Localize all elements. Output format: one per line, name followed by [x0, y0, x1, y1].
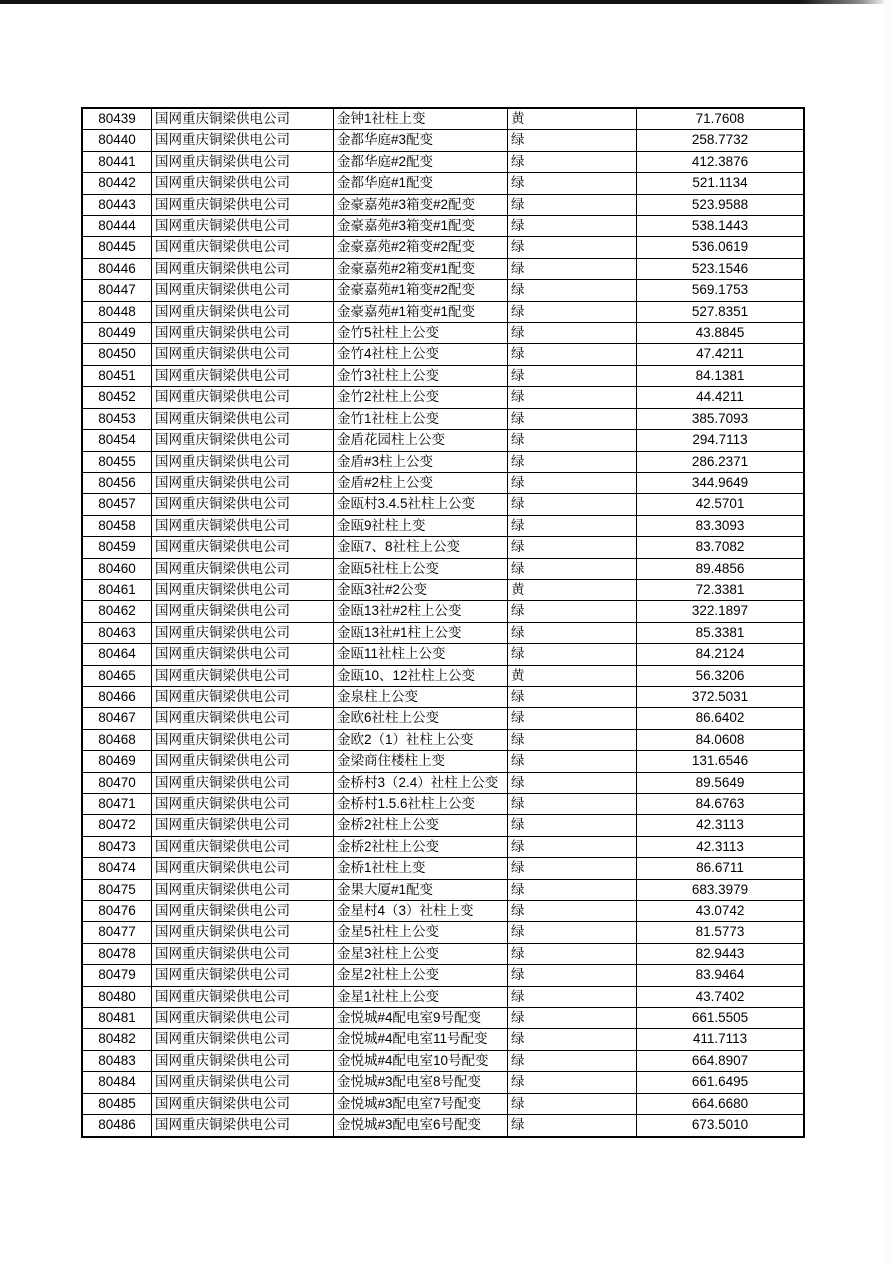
cell-value: 84.2124: [637, 644, 805, 665]
cell-status: 绿: [508, 408, 637, 429]
cell-device-name: 金瓯5社柱上公变: [334, 558, 508, 579]
table-row: [82, 751, 804, 772]
table-row: [82, 108, 804, 130]
cell-company: 国网重庆铜梁供电公司: [152, 258, 334, 279]
table-row: [82, 558, 804, 579]
cell-company: 国网重庆铜梁供电公司: [152, 173, 334, 194]
cell-status: 绿: [508, 601, 637, 622]
cell-value: 664.6680: [637, 1093, 805, 1114]
cell-row-id: 80456: [82, 472, 152, 493]
cell-device-name: 金星村4（3）社柱上变: [334, 901, 508, 922]
cell-company: 国网重庆铜梁供电公司: [152, 408, 334, 429]
cell-company: 国网重庆铜梁供电公司: [152, 301, 334, 322]
cell-row-id: 80445: [82, 237, 152, 258]
cell-company: 国网重庆铜梁供电公司: [152, 601, 334, 622]
cell-device-name: 金桥2社柱上公变: [334, 836, 508, 857]
cell-row-id: 80458: [82, 515, 152, 536]
cell-company: 国网重庆铜梁供电公司: [152, 1093, 334, 1114]
cell-company: 国网重庆铜梁供电公司: [152, 772, 334, 793]
cell-status: 绿: [508, 301, 637, 322]
cell-status: 绿: [508, 943, 637, 964]
cell-company: 国网重庆铜梁供电公司: [152, 879, 334, 900]
cell-value: 344.9649: [637, 472, 805, 493]
cell-device-name: 金都华庭#3配变: [334, 130, 508, 151]
cell-row-id: 80453: [82, 408, 152, 429]
cell-status: 绿: [508, 515, 637, 536]
cell-company: 国网重庆铜梁供电公司: [152, 858, 334, 879]
cell-row-id: 80440: [82, 130, 152, 151]
cell-device-name: 金竹3社柱上公变: [334, 365, 508, 386]
cell-row-id: 80457: [82, 494, 152, 515]
cell-status: 绿: [508, 772, 637, 793]
cell-row-id: 80446: [82, 258, 152, 279]
cell-device-name: 金瓯9社柱上变: [334, 515, 508, 536]
table-row: [82, 708, 804, 729]
cell-status: 绿: [508, 1029, 637, 1050]
cell-status: 绿: [508, 1008, 637, 1029]
cell-company: 国网重庆铜梁供电公司: [152, 1072, 334, 1093]
cell-status: 绿: [508, 494, 637, 515]
cell-device-name: 金悦城#3配电室7号配变: [334, 1093, 508, 1114]
cell-value: 538.1443: [637, 216, 805, 237]
table-row: [82, 515, 804, 536]
cell-row-id: 80470: [82, 772, 152, 793]
cell-device-name: 金悦城#3配电室6号配变: [334, 1115, 508, 1137]
table-row: [82, 922, 804, 943]
cell-value: 84.1381: [637, 365, 805, 386]
table-row: [82, 430, 804, 451]
table-row: [82, 794, 804, 815]
cell-row-id: 80474: [82, 858, 152, 879]
cell-device-name: 金瓯村3.4.5社柱上公变: [334, 494, 508, 515]
cell-value: 322.1897: [637, 601, 805, 622]
cell-row-id: 80485: [82, 1093, 152, 1114]
cell-status: 绿: [508, 815, 637, 836]
cell-row-id: 80472: [82, 815, 152, 836]
cell-status: 绿: [508, 836, 637, 857]
table-row: [82, 173, 804, 194]
cell-row-id: 80469: [82, 751, 152, 772]
cell-device-name: 金瓯10、12社柱上公变: [334, 665, 508, 686]
cell-value: 89.5649: [637, 772, 805, 793]
cell-status: 绿: [508, 151, 637, 172]
cell-device-name: 金欧2（1）社柱上公变: [334, 729, 508, 750]
cell-row-id: 80451: [82, 365, 152, 386]
cell-device-name: 金星1社柱上公变: [334, 986, 508, 1007]
table-row: [82, 365, 804, 386]
cell-device-name: 金盾#2柱上公变: [334, 472, 508, 493]
cell-value: 286.2371: [637, 451, 805, 472]
cell-row-id: 80448: [82, 301, 152, 322]
cell-row-id: 80444: [82, 216, 152, 237]
cell-status: 黄: [508, 108, 637, 130]
table-row: [82, 901, 804, 922]
cell-row-id: 80464: [82, 644, 152, 665]
cell-status: 绿: [508, 622, 637, 643]
cell-company: 国网重庆铜梁供电公司: [152, 1029, 334, 1050]
table-row: [82, 451, 804, 472]
cell-value: 258.7732: [637, 130, 805, 151]
cell-company: 国网重庆铜梁供电公司: [152, 751, 334, 772]
cell-row-id: 80450: [82, 344, 152, 365]
cell-value: 83.9464: [637, 965, 805, 986]
cell-company: 国网重庆铜梁供电公司: [152, 515, 334, 536]
cell-device-name: 金豪嘉苑#1箱变#1配变: [334, 301, 508, 322]
cell-device-name: 金悦城#3配电室8号配变: [334, 1072, 508, 1093]
cell-device-name: 金豪嘉苑#3箱变#1配变: [334, 216, 508, 237]
cell-device-name: 金豪嘉苑#3箱变#2配变: [334, 194, 508, 215]
cell-value: 131.6546: [637, 751, 805, 772]
cell-status: 绿: [508, 1072, 637, 1093]
cell-company: 国网重庆铜梁供电公司: [152, 965, 334, 986]
cell-row-id: 80483: [82, 1050, 152, 1071]
cell-company: 国网重庆铜梁供电公司: [152, 451, 334, 472]
cell-company: 国网重庆铜梁供电公司: [152, 365, 334, 386]
cell-status: 绿: [508, 451, 637, 472]
table-row: [82, 1093, 804, 1114]
table-row: [82, 644, 804, 665]
cell-value: 569.1753: [637, 280, 805, 301]
cell-row-id: 80447: [82, 280, 152, 301]
cell-company: 国网重庆铜梁供电公司: [152, 579, 334, 600]
cell-value: 83.7082: [637, 537, 805, 558]
cell-status: 绿: [508, 216, 637, 237]
cell-status: 绿: [508, 344, 637, 365]
cell-status: 绿: [508, 1115, 637, 1137]
cell-value: 42.5701: [637, 494, 805, 515]
cell-value: 56.3206: [637, 665, 805, 686]
cell-value: 661.5505: [637, 1008, 805, 1029]
table-row: [82, 237, 804, 258]
table-row: [82, 216, 804, 237]
cell-company: 国网重庆铜梁供电公司: [152, 815, 334, 836]
cell-company: 国网重庆铜梁供电公司: [152, 130, 334, 151]
cell-row-id: 80454: [82, 430, 152, 451]
table-row: [82, 1072, 804, 1093]
cell-device-name: 金桥1社柱上变: [334, 858, 508, 879]
cell-value: 84.0608: [637, 729, 805, 750]
cell-row-id: 80455: [82, 451, 152, 472]
cell-row-id: 80475: [82, 879, 152, 900]
cell-value: 521.1134: [637, 173, 805, 194]
cell-status: 绿: [508, 751, 637, 772]
cell-status: 绿: [508, 130, 637, 151]
cell-value: 72.3381: [637, 579, 805, 600]
table-row: [82, 1008, 804, 1029]
cell-device-name: 金竹4社柱上公变: [334, 344, 508, 365]
table-row: [82, 858, 804, 879]
cell-row-id: 80441: [82, 151, 152, 172]
cell-device-name: 金星3社柱上公变: [334, 943, 508, 964]
cell-device-name: 金钟1社柱上变: [334, 108, 508, 130]
cell-value: 385.7093: [637, 408, 805, 429]
cell-company: 国网重庆铜梁供电公司: [152, 323, 334, 344]
table-row: [82, 686, 804, 707]
cell-status: 绿: [508, 387, 637, 408]
cell-value: 42.3113: [637, 836, 805, 857]
cell-status: 绿: [508, 879, 637, 900]
cell-company: 国网重庆铜梁供电公司: [152, 644, 334, 665]
cell-company: 国网重庆铜梁供电公司: [152, 558, 334, 579]
cell-status: 绿: [508, 537, 637, 558]
cell-company: 国网重庆铜梁供电公司: [152, 729, 334, 750]
cell-value: 82.9443: [637, 943, 805, 964]
cell-value: 523.9588: [637, 194, 805, 215]
cell-value: 47.4211: [637, 344, 805, 365]
table-row: [82, 879, 804, 900]
cell-value: 411.7113: [637, 1029, 805, 1050]
cell-company: 国网重庆铜梁供电公司: [152, 836, 334, 857]
table-row: [82, 965, 804, 986]
cell-company: 国网重庆铜梁供电公司: [152, 237, 334, 258]
cell-status: 绿: [508, 686, 637, 707]
cell-value: 42.3113: [637, 815, 805, 836]
cell-company: 国网重庆铜梁供电公司: [152, 1050, 334, 1071]
cell-company: 国网重庆铜梁供电公司: [152, 686, 334, 707]
cell-value: 83.3093: [637, 515, 805, 536]
cell-row-id: 80476: [82, 901, 152, 922]
cell-device-name: 金瓯13社#2柱上公变: [334, 601, 508, 622]
cell-status: 绿: [508, 365, 637, 386]
cell-device-name: 金竹1社柱上公变: [334, 408, 508, 429]
table-row: [82, 387, 804, 408]
table-row: [82, 729, 804, 750]
cell-device-name: 金瓯7、8社柱上公变: [334, 537, 508, 558]
cell-row-id: 80462: [82, 601, 152, 622]
cell-value: 683.3979: [637, 879, 805, 900]
cell-row-id: 80443: [82, 194, 152, 215]
cell-status: 绿: [508, 1050, 637, 1071]
cell-status: 绿: [508, 558, 637, 579]
cell-value: 85.3381: [637, 622, 805, 643]
cell-status: 绿: [508, 194, 637, 215]
cell-company: 国网重庆铜梁供电公司: [152, 986, 334, 1007]
table-row: [82, 579, 804, 600]
cell-device-name: 金悦城#4配电室9号配变: [334, 1008, 508, 1029]
data-table: [81, 107, 805, 1138]
cell-company: 国网重庆铜梁供电公司: [152, 943, 334, 964]
cell-status: 绿: [508, 729, 637, 750]
cell-value: 43.0742: [637, 901, 805, 922]
table-row: [82, 408, 804, 429]
cell-status: 绿: [508, 472, 637, 493]
cell-row-id: 80479: [82, 965, 152, 986]
cell-status: 绿: [508, 858, 637, 879]
cell-company: 国网重庆铜梁供电公司: [152, 344, 334, 365]
cell-company: 国网重庆铜梁供电公司: [152, 665, 334, 686]
table-row: [82, 344, 804, 365]
cell-value: 86.6711: [637, 858, 805, 879]
cell-status: 绿: [508, 173, 637, 194]
cell-value: 71.7608: [637, 108, 805, 130]
table-row: [82, 1115, 804, 1137]
cell-device-name: 金都华庭#1配变: [334, 173, 508, 194]
cell-row-id: 80484: [82, 1072, 152, 1093]
cell-device-name: 金星5社柱上公变: [334, 922, 508, 943]
cell-status: 绿: [508, 237, 637, 258]
table-row: [82, 601, 804, 622]
cell-company: 国网重庆铜梁供电公司: [152, 108, 334, 130]
table-row: [82, 494, 804, 515]
cell-status: 绿: [508, 708, 637, 729]
cell-status: 绿: [508, 986, 637, 1007]
cell-device-name: 金星2社柱上公变: [334, 965, 508, 986]
cell-value: 89.4856: [637, 558, 805, 579]
cell-company: 国网重庆铜梁供电公司: [152, 216, 334, 237]
table-row: [82, 986, 804, 1007]
cell-status: 绿: [508, 644, 637, 665]
cell-status: 绿: [508, 280, 637, 301]
cell-device-name: 金梁商住楼柱上变: [334, 751, 508, 772]
table-row: [82, 280, 804, 301]
cell-value: 43.7402: [637, 986, 805, 1007]
cell-value: 523.1546: [637, 258, 805, 279]
cell-device-name: 金豪嘉苑#2箱变#2配变: [334, 237, 508, 258]
cell-status: 绿: [508, 901, 637, 922]
cell-row-id: 80471: [82, 794, 152, 815]
cell-value: 536.0619: [637, 237, 805, 258]
cell-device-name: 金竹5社柱上公变: [334, 323, 508, 344]
cell-company: 国网重庆铜梁供电公司: [152, 280, 334, 301]
cell-value: 86.6402: [637, 708, 805, 729]
table-row: [82, 665, 804, 686]
cell-company: 国网重庆铜梁供电公司: [152, 901, 334, 922]
cell-row-id: 80478: [82, 943, 152, 964]
cell-status: 绿: [508, 965, 637, 986]
cell-company: 国网重庆铜梁供电公司: [152, 494, 334, 515]
cell-device-name: 金豪嘉苑#2箱变#1配变: [334, 258, 508, 279]
cell-device-name: 金悦城#4配电室11号配变: [334, 1029, 508, 1050]
cell-value: 664.8907: [637, 1050, 805, 1071]
cell-company: 国网重庆铜梁供电公司: [152, 1115, 334, 1137]
cell-row-id: 80480: [82, 986, 152, 1007]
cell-value: 81.5773: [637, 922, 805, 943]
cell-value: 44.4211: [637, 387, 805, 408]
cell-row-id: 80481: [82, 1008, 152, 1029]
table-row: [82, 1029, 804, 1050]
cell-device-name: 金盾#3柱上公变: [334, 451, 508, 472]
cell-row-id: 80442: [82, 173, 152, 194]
cell-row-id: 80452: [82, 387, 152, 408]
cell-company: 国网重庆铜梁供电公司: [152, 430, 334, 451]
cell-row-id: 80459: [82, 537, 152, 558]
table-row: [82, 258, 804, 279]
cell-status: 绿: [508, 323, 637, 344]
table-row: [82, 537, 804, 558]
table-row: [82, 943, 804, 964]
cell-row-id: 80482: [82, 1029, 152, 1050]
cell-value: 84.6763: [637, 794, 805, 815]
cell-device-name: 金悦城#4配电室10号配变: [334, 1050, 508, 1071]
cell-row-id: 80460: [82, 558, 152, 579]
cell-value: 673.5010: [637, 1115, 805, 1137]
table-body: [82, 108, 804, 1137]
cell-company: 国网重庆铜梁供电公司: [152, 387, 334, 408]
cell-row-id: 80486: [82, 1115, 152, 1137]
table-row: [82, 622, 804, 643]
cell-device-name: 金盾花园柱上公变: [334, 430, 508, 451]
cell-device-name: 金都华庭#2配变: [334, 151, 508, 172]
cell-status: 黄: [508, 579, 637, 600]
cell-value: 661.6495: [637, 1072, 805, 1093]
cell-device-name: 金桥村1.5.6社柱上公变: [334, 794, 508, 815]
cell-row-id: 80467: [82, 708, 152, 729]
cell-value: 43.8845: [637, 323, 805, 344]
cell-device-name: 金瓯11社柱上公变: [334, 644, 508, 665]
table-row: [82, 130, 804, 151]
table-row: [82, 815, 804, 836]
cell-value: 412.3876: [637, 151, 805, 172]
cell-row-id: 80463: [82, 622, 152, 643]
cell-status: 黄: [508, 665, 637, 686]
cell-row-id: 80477: [82, 922, 152, 943]
cell-company: 国网重庆铜梁供电公司: [152, 472, 334, 493]
table-row: [82, 836, 804, 857]
cell-company: 国网重庆铜梁供电公司: [152, 537, 334, 558]
cell-device-name: 金竹2社柱上公变: [334, 387, 508, 408]
table-row: [82, 194, 804, 215]
cell-company: 国网重庆铜梁供电公司: [152, 794, 334, 815]
cell-value: 372.5031: [637, 686, 805, 707]
cell-status: 绿: [508, 1093, 637, 1114]
cell-company: 国网重庆铜梁供电公司: [152, 1008, 334, 1029]
cell-row-id: 80468: [82, 729, 152, 750]
cell-company: 国网重庆铜梁供电公司: [152, 708, 334, 729]
cell-company: 国网重庆铜梁供电公司: [152, 194, 334, 215]
cell-status: 绿: [508, 922, 637, 943]
cell-company: 国网重庆铜梁供电公司: [152, 922, 334, 943]
cell-device-name: 金欧6社柱上公变: [334, 708, 508, 729]
table-row: [82, 772, 804, 793]
cell-row-id: 80461: [82, 579, 152, 600]
table-row: [82, 472, 804, 493]
cell-row-id: 80465: [82, 665, 152, 686]
table-row: [82, 1050, 804, 1071]
cell-value: 527.8351: [637, 301, 805, 322]
cell-device-name: 金瓯3社#2公变: [334, 579, 508, 600]
cell-device-name: 金瓯13社#1柱上公变: [334, 622, 508, 643]
cell-status: 绿: [508, 258, 637, 279]
cell-device-name: 金泉柱上公变: [334, 686, 508, 707]
table-row: [82, 323, 804, 344]
cell-device-name: 金果大厦#1配变: [334, 879, 508, 900]
cell-device-name: 金桥2社柱上公变: [334, 815, 508, 836]
cell-row-id: 80473: [82, 836, 152, 857]
page-right-edge: [884, 0, 892, 1262]
cell-status: 绿: [508, 794, 637, 815]
cell-company: 国网重庆铜梁供电公司: [152, 622, 334, 643]
cell-device-name: 金桥村3（2.4）社柱上公变: [334, 772, 508, 793]
table-row: [82, 151, 804, 172]
cell-row-id: 80439: [82, 108, 152, 130]
page-top-edge-bar: [0, 0, 892, 4]
cell-row-id: 80449: [82, 323, 152, 344]
cell-status: 绿: [508, 430, 637, 451]
table-row: [82, 301, 804, 322]
cell-row-id: 80466: [82, 686, 152, 707]
cell-device-name: 金豪嘉苑#1箱变#2配变: [334, 280, 508, 301]
cell-company: 国网重庆铜梁供电公司: [152, 151, 334, 172]
cell-value: 294.7113: [637, 430, 805, 451]
